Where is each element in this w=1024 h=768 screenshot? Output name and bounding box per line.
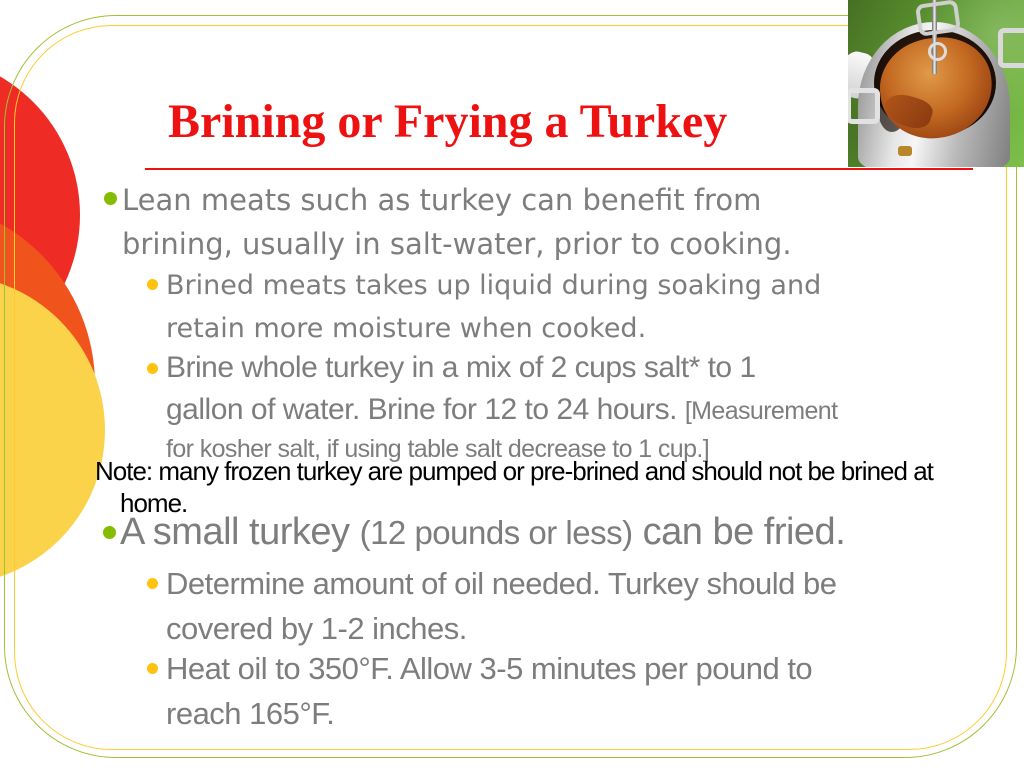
sub-bullet-icon <box>147 578 158 589</box>
bullet-text-run-small: [Measurement <box>684 397 838 425</box>
bullet-brine-whole-turkey <box>166 347 837 466</box>
bullet-text-run: can be fried. <box>632 511 846 553</box>
slide-title: Brining or Frying a Turkey <box>168 95 728 148</box>
title-underline <box>145 168 973 170</box>
bullet-text-line: Heat oil to 350°F. Allow 3-5 minutes per pound to <box>166 651 813 686</box>
sub-bullet-icon <box>147 363 158 374</box>
pot-handle-left-shape <box>848 88 880 124</box>
sub-bullet-icon <box>147 279 158 290</box>
bullet-text-run: gallon of water. Brine for 12 to 24 hours. <box>166 393 685 426</box>
bullet-icon <box>103 526 116 539</box>
pot-spigot-shape <box>898 146 912 156</box>
sub-bullet-icon <box>147 663 158 674</box>
bullet-text-line: reach 165°F. <box>166 696 335 731</box>
decor-circle-yellow <box>0 275 105 585</box>
bullet-text-line: Determine amount of oil needed. Turkey should be <box>166 566 837 601</box>
bullet-text-line <box>166 389 837 432</box>
bullet-brined-meats <box>166 264 821 350</box>
bullet-text-line: brining, usually in salt-water, prior to cooking. <box>122 227 792 261</box>
note-line: home. <box>120 488 188 518</box>
bullet-text-line <box>120 508 845 557</box>
bullet-icon <box>104 192 117 205</box>
turkey-fryer-photo <box>848 0 1024 167</box>
bullet-heat-oil <box>166 646 812 736</box>
bullet-text-run-small: (12 pounds or less) <box>359 514 633 551</box>
bullet-text-line: covered by 1-2 inches. <box>166 611 467 646</box>
pot-handle-right-shape <box>998 28 1024 68</box>
bullet-text-line: retain more moisture when cooked. <box>166 313 647 344</box>
bullet-lean-meats <box>122 178 792 266</box>
lifter-hook-shape <box>928 42 947 61</box>
bullet-text-line: Lean meats such as turkey can benefit from <box>122 183 762 217</box>
bullet-text-line: for kosher salt, if using table salt decrease to 1 cup.] <box>166 435 710 463</box>
bullet-determine-oil <box>166 561 836 651</box>
bullet-text-run: A small turkey <box>120 511 360 553</box>
lifter-handle-shape <box>915 0 961 37</box>
note-line: Note: many frozen turkey are pumped or pre-brined and should not be brined at <box>95 456 933 486</box>
bullet-small-turkey <box>120 508 845 557</box>
bullet-text-line: Brined meats takes up liquid during soaking and <box>166 270 822 301</box>
bullet-text-line: Brine whole turkey in a mix of 2 cups salt* to 1 <box>166 351 756 384</box>
